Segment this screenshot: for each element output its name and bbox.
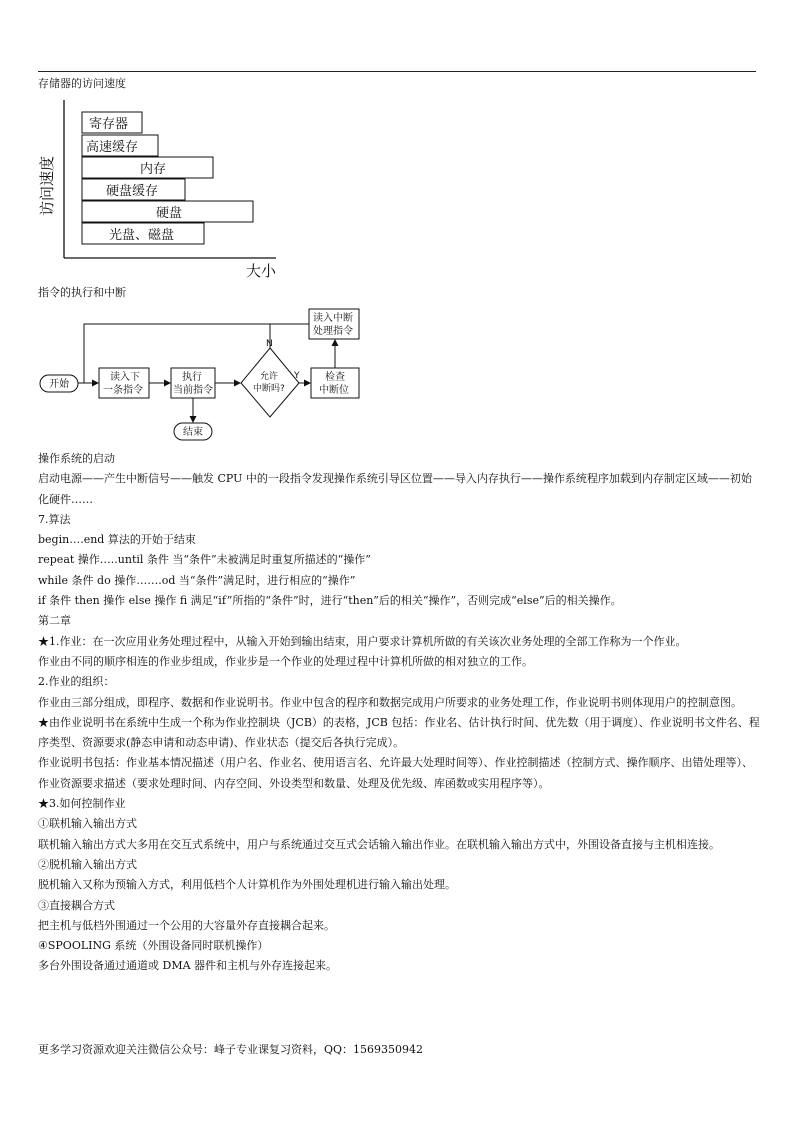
fetch-label-1: 读入下 bbox=[110, 372, 140, 383]
footer-note: 更多学习资源欢迎关注微信公众号：峰子专业课复习资料，QQ：1569350942 bbox=[38, 1043, 424, 1056]
decision-label-2: 中断吗? bbox=[253, 384, 285, 394]
online-io-text: 联机输入输出方式大多用在交互式系统中，用户与系统通过交互式会话输入输出作业。在联机输入输出方式中，外围设备直接与主机相连接。 bbox=[38, 837, 720, 851]
x-axis-label: 大小 bbox=[246, 262, 277, 280]
execute-label-2: 当前指令 bbox=[173, 385, 213, 396]
spooling-text: 多台外围设备通过通道或 DMA 器件和主机与外存连接起来。 bbox=[38, 959, 338, 973]
handle-label-2: 处理指令 bbox=[313, 326, 353, 337]
check-label-2: 中断位 bbox=[319, 385, 349, 396]
memory-hierarchy-diagram bbox=[36, 100, 286, 282]
flow-caption: 指令的执行和中断 bbox=[38, 286, 126, 299]
spooling-title: ④SPOOLING 系统（外围设备同时联机操作） bbox=[38, 939, 269, 953]
job-spec-contents: 作业说明书包括：作业基本情况描述（用户名、作业名、使用语言名、允许最大处理时间等）、作业控制描述（控制方式、操作顺序、出错处理等）、作业资源要求描述（要求处理时间、内存空间、外设类型和数量、处理及优先级、库函数或实用程序等）。 bbox=[38, 756, 753, 790]
algorithm-while: while 条件 do 操作…….od 当“条件”满足时，进行相应的“操作” bbox=[38, 573, 356, 587]
chapter-two-title: 第二章 bbox=[38, 614, 71, 628]
y-axis-label: 访问速度 bbox=[38, 155, 56, 216]
section-boot-title: 操作系统的启动 bbox=[38, 452, 115, 465]
end-label: 结束 bbox=[183, 427, 203, 438]
level-label-cache: 高速缓存 bbox=[86, 140, 139, 155]
memory-caption: 存储器的访问速度 bbox=[38, 77, 126, 90]
start-label: 开始 bbox=[49, 379, 69, 390]
level-label-register: 寄存器 bbox=[89, 117, 129, 132]
online-io-title: ①联机输入输出方式 bbox=[38, 817, 137, 831]
check-label-1: 检查 bbox=[325, 372, 345, 383]
execute-label-1: 执行 bbox=[182, 372, 202, 383]
job-organization: 作业由三部分组成，即程序、数据和作业说明书。作业中包含的程序和数据完成用户所要求的业务处理工作，作业说明书则体现用户的控制意图。 bbox=[38, 695, 742, 709]
section-algorithm-title: 7.算法 bbox=[38, 512, 71, 526]
algorithm-if: if 条件 then 操作 else 操作 fi 满足“if”所指的“条件”时，进行“then”后的相关“操作”，否则完成“else”后的相关操作。 bbox=[38, 594, 622, 608]
decision-node bbox=[241, 348, 299, 417]
job-definition: ★1.作业：在一次应用业务处理过程中，从输入开始到输出结束，用户要求计算机所做的有关该次业务处理的全部工作称为一个作业。 bbox=[38, 634, 687, 648]
direct-coupling-text: 把主机与低档外围通过一个公用的大容量外存直接耦合起来。 bbox=[38, 918, 335, 932]
level-label-main-memory: 内存 bbox=[140, 162, 167, 177]
jcb-description: ★由作业说明书在系统中生成一个称为作业控制块（JCB）的表格，JCB 包括：作业名、估计执行时间、优先数（用于调度）、作业说明书文件名、程序类型、资源要求(静态申请和动态申请)、作业状态（提交后各执行完成）。 bbox=[38, 715, 760, 750]
offline-io-text: 脱机输入又称为预输入方式，利用低档个人计算机作为外围处理机进行输入输出处理。 bbox=[38, 878, 456, 892]
job-organization-title: 2.作业的组织： bbox=[38, 675, 115, 689]
body-text bbox=[38, 449, 760, 977]
boot-sequence: 启动电源——产生中断信号——触发 CPU 中的一段指令发现操作系统引导区位置——导入内存执行——操作系统程序加载到内存制定区域——初始化硬件…… bbox=[38, 472, 752, 506]
offline-io-title: ②脱机输入输出方式 bbox=[38, 857, 137, 871]
decision-label-1: 允许 bbox=[260, 372, 279, 382]
fetch-label-2: 一条指令 bbox=[103, 385, 143, 396]
handle-label-1: 读入中断 bbox=[313, 313, 353, 324]
job-steps: 作业由不同的顺序相连的作业步组成，作业步是一个作业的处理过程中计算机所做的相对独立的工作。 bbox=[38, 654, 533, 668]
algorithm-repeat: repeat 操作…..until 条件 当“条件”未被满足时重复所描述的“操作” bbox=[38, 553, 371, 567]
instruction-flowchart bbox=[36, 302, 376, 444]
direct-coupling-title: ③直接耦合方式 bbox=[38, 898, 115, 912]
level-label-hard-disk: 硬盘 bbox=[156, 206, 183, 221]
header-rule bbox=[38, 71, 756, 72]
label-n: N bbox=[266, 339, 273, 349]
job-control-title: ★3.如何控制作业 bbox=[38, 797, 126, 811]
algorithm-begin-end: begin….end 算法的开始于结束 bbox=[38, 533, 196, 547]
level-label-optical-magnetic: 光盘、磁盘 bbox=[109, 228, 175, 243]
label-y: Y bbox=[294, 371, 300, 381]
level-label-disk-cache: 硬盘缓存 bbox=[106, 184, 159, 199]
